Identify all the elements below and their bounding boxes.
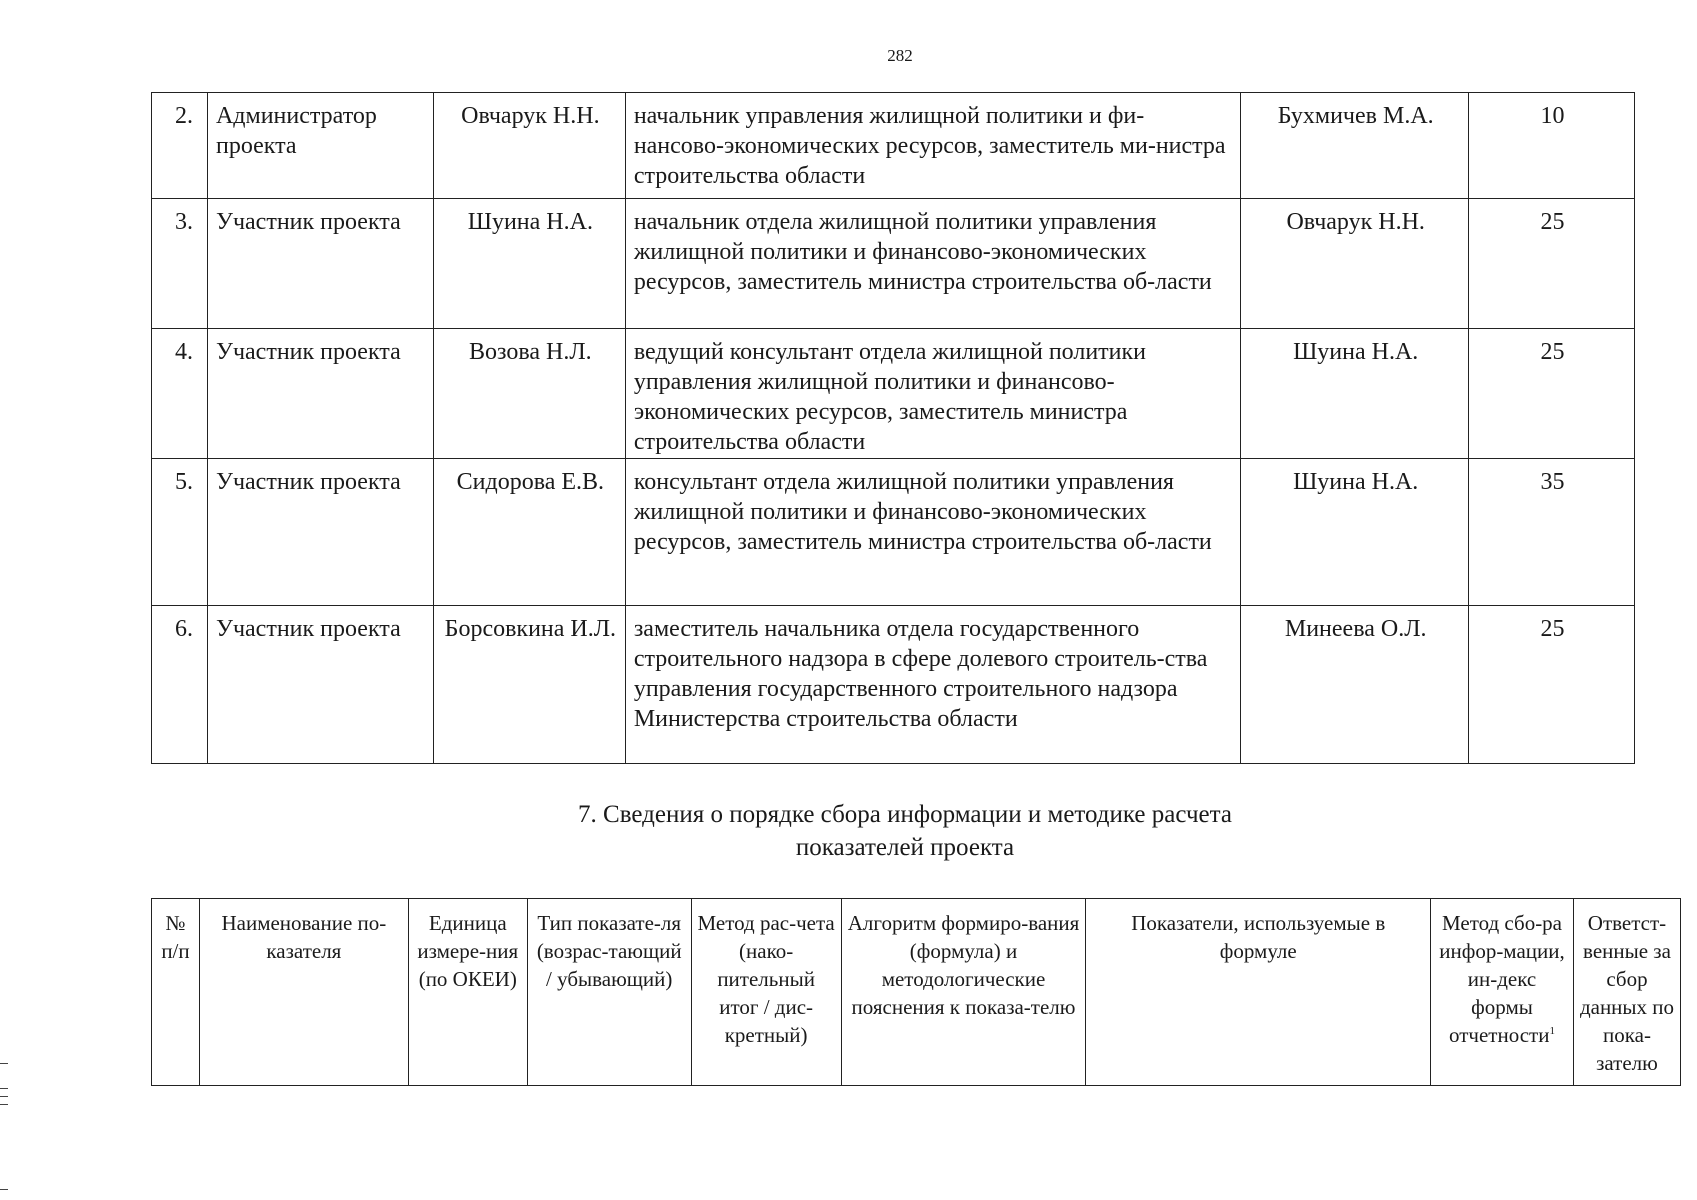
- header-num: № п/п: [152, 899, 200, 1086]
- name-cell: Возова Н.Л.: [433, 329, 625, 459]
- margin-mark: [0, 1104, 8, 1105]
- role-cell: Участник проекта: [207, 606, 433, 764]
- workload-cell: 25: [1469, 199, 1635, 329]
- header-responsible: Ответст-венные за сбор данных по пока-зателю: [1573, 899, 1680, 1086]
- name-cell: Борсовкина И.Л.: [433, 606, 625, 764]
- position-cell: ведущий консультант отдела жилищной политики управления жилищной политики и финансово-экономических ресурсов, заместитель министра строительства области: [625, 329, 1240, 459]
- workload-cell: 10: [1469, 93, 1635, 199]
- position-cell: заместитель начальника отдела государственного строительного надзора в сфере долевого строитель-ства управления государственного строительного надзора Министерства строительства области: [625, 606, 1240, 764]
- manager-cell: Минеева О.Л.: [1241, 606, 1469, 764]
- row-number: 3.: [152, 199, 208, 329]
- header-formula-indicators: Показатели, используемые в формуле: [1086, 899, 1431, 1086]
- workload-cell: 25: [1469, 606, 1635, 764]
- name-cell: Сидорова Е.В.: [433, 459, 625, 606]
- project-team-table: [151, 92, 1635, 764]
- header-calc-method: Метод рас-чета (нако-пительный итог / дис-кретный): [691, 899, 841, 1086]
- margin-mark: [0, 1189, 8, 1190]
- role-cell: Администратор проекта: [207, 93, 433, 199]
- header-name: Наименование по-казателя: [199, 899, 408, 1086]
- role-cell: Участник проекта: [207, 199, 433, 329]
- table-row: [152, 93, 1635, 199]
- table-row: [152, 199, 1635, 329]
- row-number: 6.: [152, 606, 208, 764]
- header-collection-method-text: Метод сбо-ра инфор-мации, ин-декс формы отчетности: [1439, 911, 1565, 1047]
- role-cell: Участник проекта: [207, 329, 433, 459]
- header-type: Тип показате-ля (возрас-тающий / убывающий): [527, 899, 691, 1086]
- header-algorithm: Алгоритм формиро-вания (формула) и методологические пояснения к показа-телю: [841, 899, 1086, 1086]
- footnote-mark: 1: [1549, 1025, 1555, 1037]
- row-number: 4.: [152, 329, 208, 459]
- position-cell: консультант отдела жилищной политики управления жилищной политики и финансово-экономических ресурсов, заместитель министра строительства об-ласти: [625, 459, 1240, 606]
- margin-mark: [0, 1096, 8, 1097]
- row-number: 2.: [152, 93, 208, 199]
- table-header-row: [152, 899, 1681, 1086]
- header-unit: Единица измере-ния (по ОКЕИ): [408, 899, 527, 1086]
- table-row: [152, 606, 1635, 764]
- indicators-table: [151, 898, 1681, 1086]
- section-title-line2: показателей проекта: [795, 834, 1015, 861]
- section-title: [0, 798, 1697, 864]
- position-cell: начальник отдела жилищной политики управления жилищной политики и финансово-экономических ресурсов, заместитель министра строительства об-ласти: [625, 199, 1240, 329]
- manager-cell: Бухмичев М.А.: [1241, 93, 1469, 199]
- table-row: [152, 459, 1635, 606]
- role-cell: Участник проекта: [207, 459, 433, 606]
- workload-cell: 35: [1469, 459, 1635, 606]
- workload-cell: 25: [1469, 329, 1635, 459]
- position-cell: начальник управления жилищной политики и фи-нансово-экономических ресурсов, заместитель ми-нистра строительства области: [625, 93, 1240, 199]
- name-cell: Шуина Н.А.: [433, 199, 625, 329]
- manager-cell: Овчарук Н.Н.: [1241, 199, 1469, 329]
- manager-cell: Шуина Н.А.: [1241, 459, 1469, 606]
- page-number: 282: [887, 46, 913, 65]
- header-collection-method: [1431, 899, 1574, 1086]
- manager-cell: Шуина Н.А.: [1241, 329, 1469, 459]
- margin-mark: [0, 1088, 8, 1089]
- name-cell: Овчарук Н.Н.: [433, 93, 625, 199]
- section-title-line1: 7. Сведения о порядке сбора информации и методике расчета: [578, 801, 1232, 828]
- row-number: 5.: [152, 459, 208, 606]
- table-row: [152, 329, 1635, 459]
- margin-mark: [0, 1063, 8, 1064]
